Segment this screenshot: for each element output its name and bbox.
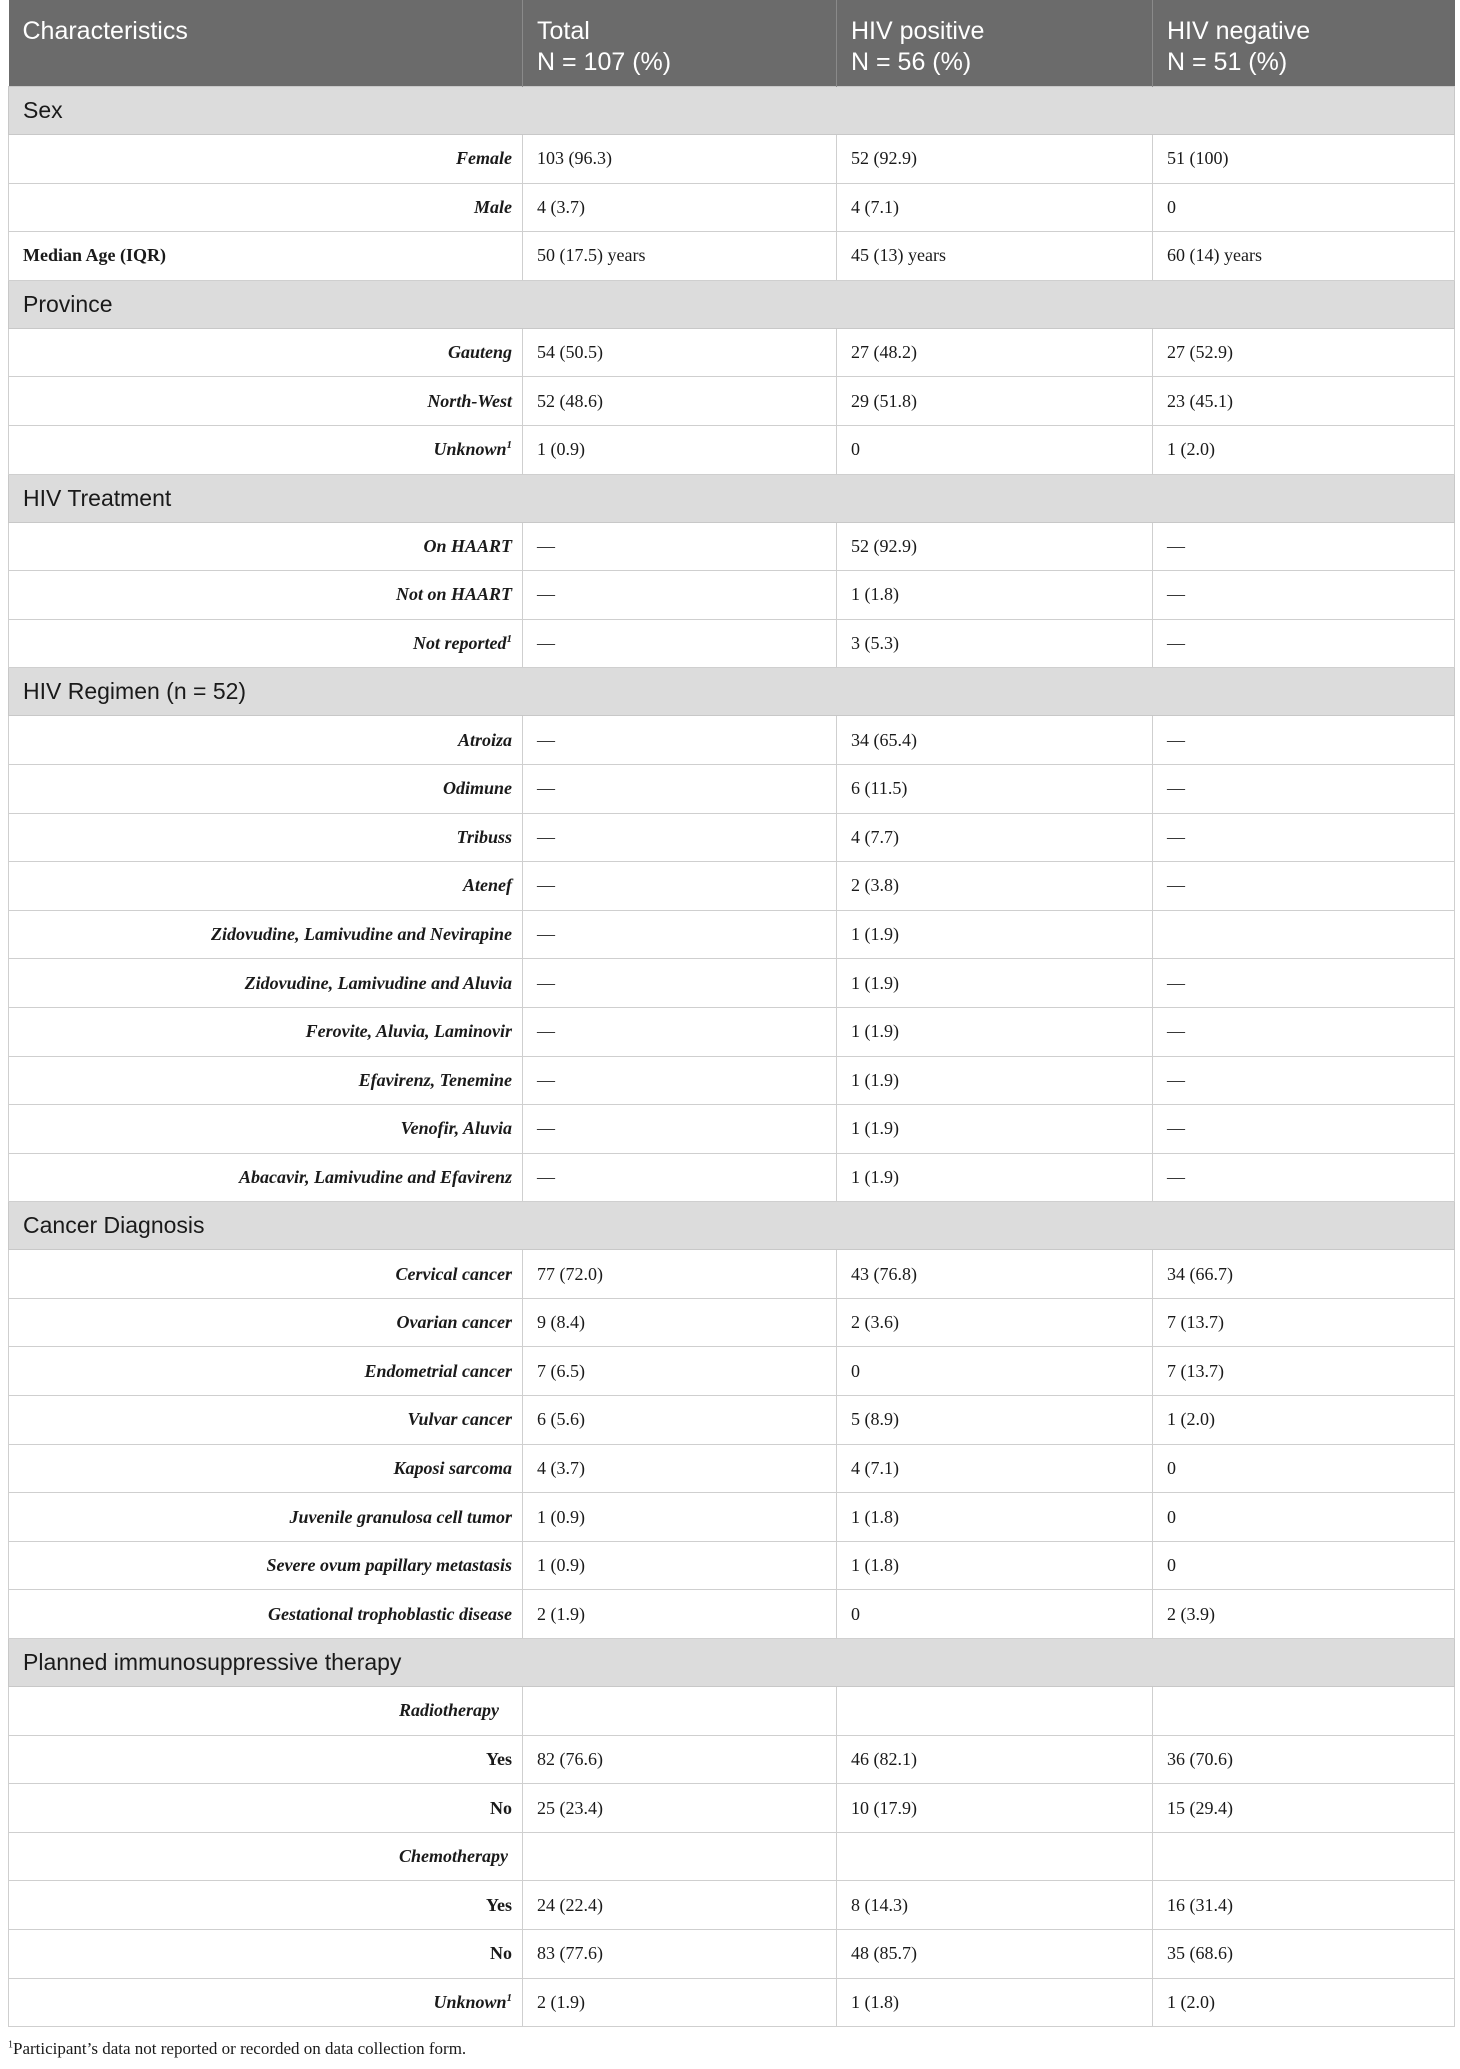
cell-total: 54 (50.5) bbox=[523, 328, 837, 377]
row-label-text: Male bbox=[474, 196, 512, 217]
row-label bbox=[9, 764, 523, 813]
cell-hiv-positive: 29 (51.8) bbox=[837, 377, 1153, 426]
table-row bbox=[9, 910, 1455, 959]
row-label-text: Atroiza bbox=[457, 729, 512, 750]
cell-total: — bbox=[523, 813, 837, 862]
cell-total: — bbox=[523, 522, 837, 571]
cell-hiv-positive: 34 (65.4) bbox=[837, 716, 1153, 765]
cell-hiv-positive: 8 (14.3) bbox=[837, 1881, 1153, 1930]
cell-total: 1 (0.9) bbox=[523, 1541, 837, 1590]
row-label-text: Female bbox=[456, 148, 512, 169]
cell-hiv-negative: 36 (70.6) bbox=[1153, 1735, 1455, 1784]
row-label-text: Yes bbox=[486, 1748, 512, 1769]
row-label bbox=[9, 135, 523, 184]
cell-hiv-positive: 10 (17.9) bbox=[837, 1784, 1153, 1833]
cell-hiv-negative bbox=[1153, 910, 1455, 959]
table-row bbox=[9, 862, 1455, 911]
cell-hiv-negative: 0 bbox=[1153, 183, 1455, 232]
row-label bbox=[9, 1493, 523, 1542]
row-label-text: Efavirenz, Tenemine bbox=[358, 1069, 512, 1090]
table-row bbox=[9, 1735, 1455, 1784]
cell-total: 2 (1.9) bbox=[523, 1590, 837, 1639]
header-hiv-positive bbox=[837, 0, 1153, 87]
row-label-text: Unknown bbox=[433, 439, 507, 460]
table-row bbox=[9, 1687, 1455, 1736]
cell-hiv-positive bbox=[837, 1832, 1153, 1881]
cell-total: 2 (1.9) bbox=[523, 1978, 837, 2027]
cell-hiv-positive: 0 bbox=[837, 425, 1153, 474]
cell-hiv-positive: 2 (3.8) bbox=[837, 862, 1153, 911]
cell-total: 52 (48.6) bbox=[523, 377, 837, 426]
section-title: Province bbox=[9, 280, 1455, 328]
cell-hiv-positive: 5 (8.9) bbox=[837, 1396, 1153, 1445]
cell-hiv-negative: — bbox=[1153, 619, 1455, 668]
table-row bbox=[9, 1347, 1455, 1396]
cell-hiv-negative: 7 (13.7) bbox=[1153, 1347, 1455, 1396]
row-label-text: Yes bbox=[486, 1894, 512, 1915]
row-label-text: Radiotherapy bbox=[399, 1700, 500, 1721]
table-row bbox=[9, 1784, 1455, 1833]
footnote-ref: 1 bbox=[506, 439, 512, 452]
row-label-text: Median Age (IQR) bbox=[23, 245, 166, 266]
header-total bbox=[523, 0, 837, 87]
cell-hiv-positive: 43 (76.8) bbox=[837, 1250, 1153, 1299]
cell-hiv-positive: 1 (1.8) bbox=[837, 1541, 1153, 1590]
row-label-text: Zidovudine, Lamivudine and Aluvia bbox=[244, 972, 512, 993]
row-label bbox=[9, 328, 523, 377]
row-label-text: Not reported bbox=[413, 633, 507, 654]
cell-total: 1 (0.9) bbox=[523, 425, 837, 474]
cell-hiv-negative: 1 (2.0) bbox=[1153, 1978, 1455, 2027]
cell-hiv-negative: — bbox=[1153, 1007, 1455, 1056]
header-characteristics-label: Characteristics bbox=[22, 17, 188, 45]
row-label bbox=[9, 1784, 523, 1833]
cell-hiv-positive: 0 bbox=[837, 1590, 1153, 1639]
cell-hiv-negative: 2 (3.9) bbox=[1153, 1590, 1455, 1639]
row-label-text: No bbox=[490, 1797, 512, 1818]
row-label bbox=[9, 1590, 523, 1639]
cell-hiv-negative: 35 (68.6) bbox=[1153, 1930, 1455, 1979]
row-label-text: Unknown bbox=[433, 1991, 507, 2012]
characteristics-table bbox=[8, 0, 1455, 2027]
cell-hiv-negative: — bbox=[1153, 1056, 1455, 1105]
cell-hiv-positive: 4 (7.7) bbox=[837, 813, 1153, 862]
cell-hiv-negative: 27 (52.9) bbox=[1153, 328, 1455, 377]
cell-hiv-negative: 0 bbox=[1153, 1444, 1455, 1493]
cell-hiv-negative: — bbox=[1153, 571, 1455, 620]
cell-hiv-negative: 1 (2.0) bbox=[1153, 1396, 1455, 1445]
row-label bbox=[9, 1396, 523, 1445]
cell-hiv-negative: 15 (29.4) bbox=[1153, 1784, 1455, 1833]
row-label bbox=[9, 862, 523, 911]
cell-total: 25 (23.4) bbox=[523, 1784, 837, 1833]
table-body bbox=[9, 87, 1455, 2027]
cell-hiv-negative bbox=[1153, 1832, 1455, 1881]
table-row bbox=[9, 1007, 1455, 1056]
row-label bbox=[9, 1250, 523, 1299]
section-title: Cancer Diagnosis bbox=[9, 1202, 1455, 1250]
cell-hiv-negative: — bbox=[1153, 1153, 1455, 1202]
cell-total: 4 (3.7) bbox=[523, 1444, 837, 1493]
row-label-text: Chemotherapy bbox=[399, 1846, 509, 1867]
cell-total: — bbox=[523, 862, 837, 911]
row-label bbox=[9, 183, 523, 232]
cell-total: — bbox=[523, 1007, 837, 1056]
cell-hiv-positive: 1 (1.8) bbox=[837, 571, 1153, 620]
table-row bbox=[9, 1493, 1455, 1542]
cell-hiv-negative: — bbox=[1153, 959, 1455, 1008]
row-label-text: Not on HAART bbox=[395, 584, 512, 605]
cell-total: 83 (77.6) bbox=[523, 1930, 837, 1979]
cell-total: 82 (76.6) bbox=[523, 1735, 837, 1784]
row-label-text: North-West bbox=[427, 390, 512, 411]
table-row bbox=[9, 1056, 1455, 1105]
section-header-row bbox=[9, 280, 1455, 328]
row-label bbox=[9, 425, 523, 474]
table-row bbox=[9, 183, 1455, 232]
cell-hiv-negative: 0 bbox=[1153, 1541, 1455, 1590]
header-hiv-positive-label: HIV positive bbox=[851, 17, 985, 45]
cell-total: 50 (17.5) years bbox=[523, 232, 837, 281]
section-title: Planned immunosuppressive therapy bbox=[9, 1639, 1455, 1687]
cell-hiv-positive: 6 (11.5) bbox=[837, 764, 1153, 813]
section-title: HIV Regimen (n = 52) bbox=[9, 668, 1455, 716]
table-row bbox=[9, 232, 1455, 281]
row-label-text: Odimune bbox=[442, 778, 512, 799]
cell-total: — bbox=[523, 959, 837, 1008]
cell-hiv-positive: 1 (1.9) bbox=[837, 1056, 1153, 1105]
section-title: Sex bbox=[9, 87, 1455, 135]
row-label-text: Severe ovum papillary metastasis bbox=[266, 1555, 512, 1576]
row-label bbox=[9, 571, 523, 620]
table-row bbox=[9, 377, 1455, 426]
row-label-text: Abacavir, Lamivudine and Efavirenz bbox=[238, 1166, 512, 1187]
row-label-text: Gestational trophoblastic disease bbox=[267, 1603, 512, 1624]
cell-total: 103 (96.3) bbox=[523, 135, 837, 184]
cell-hiv-positive bbox=[837, 1687, 1153, 1736]
row-label bbox=[9, 910, 523, 959]
cell-hiv-positive: 4 (7.1) bbox=[837, 1444, 1153, 1493]
cell-hiv-negative: 23 (45.1) bbox=[1153, 377, 1455, 426]
footnote-text: Participant’s data not reported or recorded on data collection form. bbox=[13, 2039, 467, 2058]
row-label bbox=[9, 522, 523, 571]
cell-hiv-positive: 1 (1.8) bbox=[837, 1493, 1153, 1542]
table-row bbox=[9, 619, 1455, 668]
cell-hiv-positive: 1 (1.9) bbox=[837, 1153, 1153, 1202]
row-label bbox=[9, 1347, 523, 1396]
table-row bbox=[9, 1298, 1455, 1347]
row-label bbox=[9, 813, 523, 862]
row-label bbox=[9, 1153, 523, 1202]
cell-total: 6 (5.6) bbox=[523, 1396, 837, 1445]
row-label-text: Tribuss bbox=[456, 826, 512, 847]
table-row bbox=[9, 1590, 1455, 1639]
row-label bbox=[9, 716, 523, 765]
row-label bbox=[9, 959, 523, 1008]
section-header-row bbox=[9, 474, 1455, 522]
cell-hiv-positive: 4 (7.1) bbox=[837, 183, 1153, 232]
table-row bbox=[9, 1250, 1455, 1299]
cell-hiv-positive: 46 (82.1) bbox=[837, 1735, 1153, 1784]
row-label-text: Ferovite, Aluvia, Laminovir bbox=[305, 1021, 512, 1042]
cell-total: 7 (6.5) bbox=[523, 1347, 837, 1396]
row-label bbox=[9, 377, 523, 426]
row-label bbox=[9, 1298, 523, 1347]
cell-hiv-positive: 0 bbox=[837, 1347, 1153, 1396]
cell-total: — bbox=[523, 910, 837, 959]
table-footnote bbox=[8, 2039, 466, 2059]
row-label-text: Vulvar cancer bbox=[407, 1409, 512, 1430]
cell-hiv-positive: 3 (5.3) bbox=[837, 619, 1153, 668]
table-row bbox=[9, 1832, 1455, 1881]
header-hiv-negative-n: N = 51 (%) bbox=[1167, 48, 1288, 76]
table-row bbox=[9, 813, 1455, 862]
cell-total: — bbox=[523, 716, 837, 765]
cell-total bbox=[523, 1832, 837, 1881]
row-label-text: Kaposi sarcoma bbox=[393, 1457, 512, 1478]
cell-hiv-positive: 1 (1.9) bbox=[837, 910, 1153, 959]
cell-total: — bbox=[523, 571, 837, 620]
row-label-text: Juvenile granulosa cell tumor bbox=[289, 1506, 512, 1527]
cell-hiv-negative: — bbox=[1153, 862, 1455, 911]
footnote-ref: 1 bbox=[506, 1991, 512, 2004]
cell-hiv-positive: 1 (1.8) bbox=[837, 1978, 1153, 2027]
row-label bbox=[9, 1541, 523, 1590]
table-row bbox=[9, 959, 1455, 1008]
row-label-text: On HAART bbox=[423, 535, 512, 556]
row-label-text: No bbox=[490, 1943, 512, 1964]
cell-hiv-positive: 1 (1.9) bbox=[837, 959, 1153, 1008]
cell-hiv-positive: 1 (1.9) bbox=[837, 1105, 1153, 1154]
table-row bbox=[9, 1881, 1455, 1930]
cell-hiv-negative bbox=[1153, 1687, 1455, 1736]
cell-hiv-negative: 34 (66.7) bbox=[1153, 1250, 1455, 1299]
table-row bbox=[9, 1153, 1455, 1202]
section-header-row bbox=[9, 1639, 1455, 1687]
cell-total: 24 (22.4) bbox=[523, 1881, 837, 1930]
cell-hiv-negative: 7 (13.7) bbox=[1153, 1298, 1455, 1347]
table-header-row bbox=[9, 0, 1455, 87]
row-label-text: Atenef bbox=[463, 875, 512, 896]
cell-hiv-negative: 16 (31.4) bbox=[1153, 1881, 1455, 1930]
cell-total: — bbox=[523, 1105, 837, 1154]
cell-hiv-negative: 60 (14) years bbox=[1153, 232, 1455, 281]
row-label-text: Zidovudine, Lamivudine and Nevirapine bbox=[211, 924, 512, 945]
row-label bbox=[9, 1978, 523, 2027]
row-label-text: Cervical cancer bbox=[395, 1263, 512, 1284]
table-row bbox=[9, 716, 1455, 765]
cell-hiv-positive: 1 (1.9) bbox=[837, 1007, 1153, 1056]
table-row bbox=[9, 1978, 1455, 2027]
cell-hiv-positive: 52 (92.9) bbox=[837, 135, 1153, 184]
section-header-row bbox=[9, 1202, 1455, 1250]
row-label bbox=[9, 232, 523, 281]
table-row bbox=[9, 764, 1455, 813]
table-row bbox=[9, 522, 1455, 571]
header-total-label: Total bbox=[537, 17, 590, 45]
row-label bbox=[9, 619, 523, 668]
table-row bbox=[9, 1541, 1455, 1590]
cell-hiv-negative: — bbox=[1153, 716, 1455, 765]
header-hiv-negative bbox=[1153, 0, 1455, 87]
cell-total: — bbox=[523, 619, 837, 668]
cell-hiv-negative: — bbox=[1153, 522, 1455, 571]
header-hiv-positive-n: N = 56 (%) bbox=[851, 48, 972, 76]
cell-total: — bbox=[523, 764, 837, 813]
header-characteristics bbox=[9, 0, 523, 87]
row-label bbox=[9, 1056, 523, 1105]
row-label bbox=[9, 1007, 523, 1056]
cell-total: 1 (0.9) bbox=[523, 1493, 837, 1542]
row-label bbox=[9, 1735, 523, 1784]
footnote-marker: 1 bbox=[8, 2039, 13, 2051]
table-row bbox=[9, 1930, 1455, 1979]
cell-hiv-positive: 52 (92.9) bbox=[837, 522, 1153, 571]
section-header-row bbox=[9, 87, 1455, 135]
section-header-row bbox=[9, 668, 1455, 716]
row-label-text: Gauteng bbox=[447, 342, 512, 363]
cell-hiv-positive: 27 (48.2) bbox=[837, 328, 1153, 377]
row-label bbox=[9, 1444, 523, 1493]
cell-hiv-negative: 0 bbox=[1153, 1493, 1455, 1542]
cell-total bbox=[523, 1687, 837, 1736]
cell-hiv-positive: 2 (3.6) bbox=[837, 1298, 1153, 1347]
cell-hiv-negative: — bbox=[1153, 764, 1455, 813]
cell-hiv-negative: — bbox=[1153, 1105, 1455, 1154]
row-label bbox=[9, 1105, 523, 1154]
section-title: HIV Treatment bbox=[9, 474, 1455, 522]
cell-total: 4 (3.7) bbox=[523, 183, 837, 232]
cell-total: 9 (8.4) bbox=[523, 1298, 837, 1347]
characteristics-table-container bbox=[8, 0, 1454, 2027]
table-row bbox=[9, 1396, 1455, 1445]
table-row bbox=[9, 135, 1455, 184]
row-label bbox=[9, 1832, 523, 1881]
row-label-text: Ovarian cancer bbox=[396, 1312, 512, 1333]
cell-total: 77 (72.0) bbox=[523, 1250, 837, 1299]
table-row bbox=[9, 571, 1455, 620]
cell-hiv-negative: 1 (2.0) bbox=[1153, 425, 1455, 474]
row-label bbox=[9, 1930, 523, 1979]
table-row bbox=[9, 328, 1455, 377]
cell-hiv-negative: 51 (100) bbox=[1153, 135, 1455, 184]
table-row bbox=[9, 1105, 1455, 1154]
cell-hiv-negative: — bbox=[1153, 813, 1455, 862]
header-total-n: N = 107 (%) bbox=[537, 48, 672, 76]
table-row bbox=[9, 425, 1455, 474]
table-row bbox=[9, 1444, 1455, 1493]
row-label bbox=[9, 1881, 523, 1930]
cell-total: — bbox=[523, 1153, 837, 1202]
cell-hiv-positive: 48 (85.7) bbox=[837, 1930, 1153, 1979]
row-label-text: Venofir, Aluvia bbox=[400, 1118, 512, 1139]
cell-hiv-positive: 45 (13) years bbox=[837, 232, 1153, 281]
cell-total: — bbox=[523, 1056, 837, 1105]
footnote-ref: 1 bbox=[506, 633, 512, 646]
row-label bbox=[9, 1687, 523, 1736]
row-label-text: Endometrial cancer bbox=[364, 1360, 512, 1381]
header-hiv-negative-label: HIV negative bbox=[1167, 17, 1311, 45]
